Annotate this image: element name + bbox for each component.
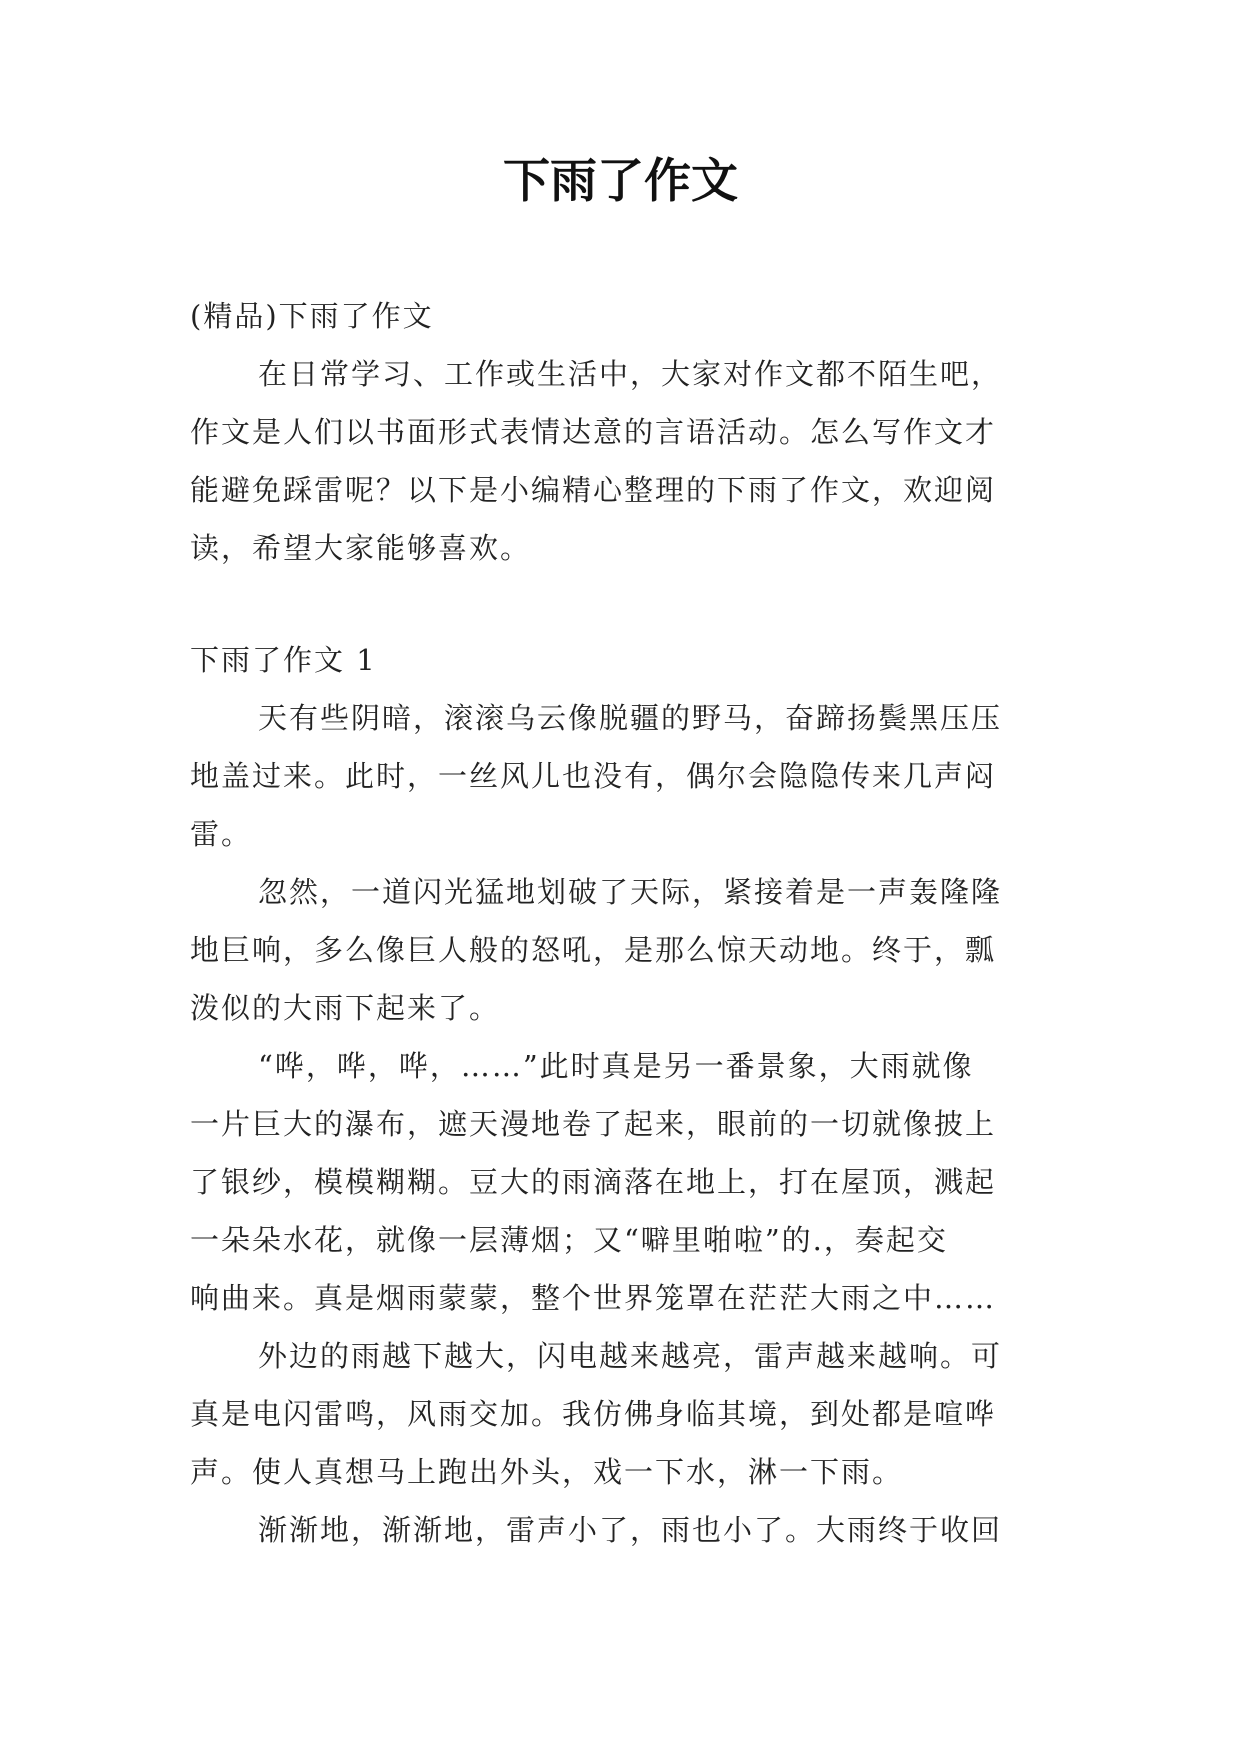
intro-line: 能避免踩雷呢？以下是小编精心整理的下雨了作文，欢迎阅 [190,473,997,507]
essay-line: “哗，哗，哗，……”此时真是另一番景象，大雨就像 [258,1049,974,1083]
essay-line: 雷。 [190,817,253,851]
essay-line: 天有些阴暗，滚滚乌云像脱疆的野马，奋蹄扬鬓黑压压 [258,701,1003,735]
essay-body [190,689,1060,1559]
section-heading [190,631,1060,689]
essay-line: 一朵朵水花，就像一层薄烟；又“噼里啪啦”的.，奏起交 [190,1223,948,1257]
essay-line: 了银纱，模模糊糊。豆大的雨滴落在地上，打在屋顶，溅起 [190,1165,997,1199]
intro-line: 在日常学习、工作或生活中，大家对作文都不陌生吧， [258,357,1003,391]
essay-line: 响曲来。真是烟雨蒙蒙，整个世界笼罩在茫茫大雨之中…… [190,1281,997,1315]
essay-line: 声。使人真想马上跑出外头，戏一下水，淋一下雨。 [190,1455,904,1489]
section-heading-line: 下雨了作文 1 [190,643,377,677]
essay-line: 地盖过来。此时，一丝风儿也没有，偶尔会隐隐传来几声闷 [190,759,997,793]
intro-paragraph [190,345,1060,577]
essay-line: 地巨响，多么像巨人般的怒吼，是那么惊天动地。终于，瓢 [190,933,997,967]
essay-line: 忽然，一道闪光猛地划破了天际，紧接着是一声轰隆隆 [258,875,1003,909]
essay-line: 外边的雨越下越大，闪电越来越亮，雷声越来越响。可 [258,1339,1003,1373]
document-subtitle [190,287,1060,345]
essay-line: 真是电闪雷鸣，风雨交加。我仿佛身临其境，到处都是喧哗 [190,1397,997,1431]
essay-line: 渐渐地，渐渐地，雷声小了，雨也小了。大雨终于收回 [258,1513,1003,1547]
subtitle-line: (精品)下雨了作文 [190,299,434,333]
document-title: 下雨了作文 [503,154,738,209]
intro-line: 作文是人们以书面形式表情达意的言语活动。怎么写作文才 [190,415,997,449]
essay-line: 泼似的大雨下起来了。 [190,991,501,1025]
intro-line: 读，希望大家能够喜欢。 [190,531,532,565]
essay-line: 一片巨大的瀑布，遮天漫地卷了起来，眼前的一切就像披上 [190,1107,997,1141]
